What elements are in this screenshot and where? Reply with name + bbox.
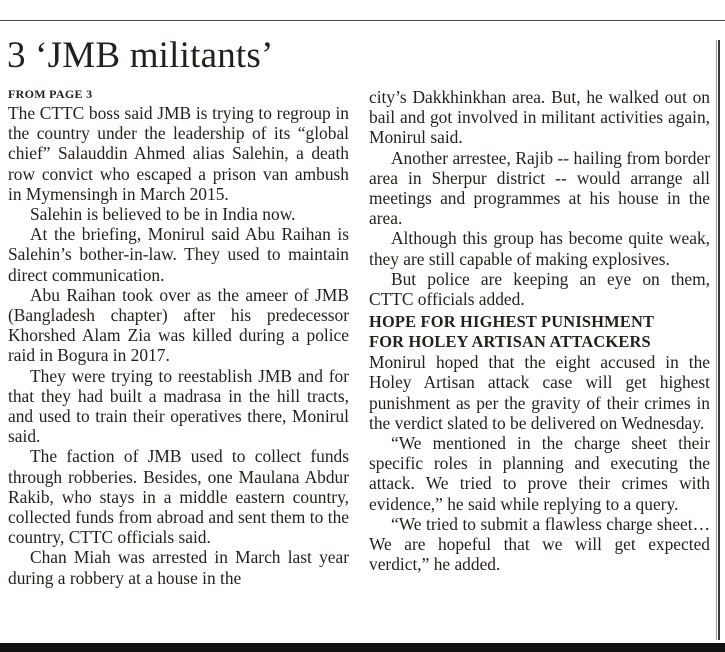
- continuation-kicker: FROM PAGE 3: [8, 87, 93, 101]
- right-column: [369, 87, 710, 574]
- paragraph: The faction of JMB used to collect funds through robberies. Besides, one Maulana Abdur Rakib, who stays in a middle eastern country, collected funds from abroad and sent them to the country, CTTC officials said.: [8, 446, 349, 548]
- paragraph: They were trying to reestablish JMB and for that they had built a madrasa in the hill tracts, and used to train their operatives there, Monirul said.: [8, 365, 349, 447]
- paragraph: But police are keeping an eye on them, CTTC officials added.: [369, 268, 710, 310]
- paragraph: The CTTC boss said JMB is trying to regroup in the country under the leadership of its “global chief” Salauddin Ahmed alias Salehin, a death row convict who escaped a prison van ambush in Mymensingh in March 2015.: [8, 103, 349, 204]
- bottom-scan-edge: [0, 643, 725, 652]
- paragraph: Chan Miah was arrested in March last year during a robbery at a house in the: [8, 547, 349, 588]
- paragraph: “We mentioned in the charge sheet their specific roles in planning and executing the attack. We tried to prove their crimes with evidence,” he said while replying to a query.: [369, 433, 710, 514]
- paragraph: Another arrestee, Rajib -- hailing from border area in Sherpur district -- would arrange all meetings and programmes at his house in the area.: [369, 147, 710, 229]
- subheading: [369, 309, 710, 352]
- page-gutter-shadow: [718, 40, 720, 640]
- page-edge-line: [716, 40, 717, 640]
- paragraph: city’s Dakkhinkhan area. But, he walked out on bail and got involved in militant activities again, Monirul said.: [369, 87, 710, 148]
- paragraph: “We tried to submit a flawless charge sheet… We are hopeful that we will get expected verdict,” he added.: [369, 513, 710, 575]
- subheading-line: FOR HOLEY ARTISAN ATTACKERS: [369, 332, 651, 352]
- paragraph: Salehin is believed to be in India now.: [30, 204, 296, 225]
- top-rule: [0, 20, 725, 21]
- paragraph: Monirul hoped that the eight accused in the Holey Artisan attack case will get highest punishment as per the gravity of their crimes in the verdict slated to be delivered on Wednesday.: [369, 352, 710, 433]
- paragraph: At the briefing, Monirul said Abu Raihan is Salehin’s bother-in-law. They used to maintain direct communication.: [8, 224, 349, 285]
- left-column: [8, 103, 349, 588]
- subheading-line: HOPE FOR HIGHEST PUNISHMENT: [369, 312, 655, 332]
- headline: 3 ‘JMB militants’: [7, 35, 274, 76]
- paragraph: Although this group has become quite weak, they are still capable of making explosives.: [369, 228, 710, 269]
- paragraph: Abu Raihan took over as the ameer of JMB (Bangladesh chapter) after his predecessor Khorshed Alam Zia was killed during a police raid in Bogura in 2017.: [8, 284, 349, 366]
